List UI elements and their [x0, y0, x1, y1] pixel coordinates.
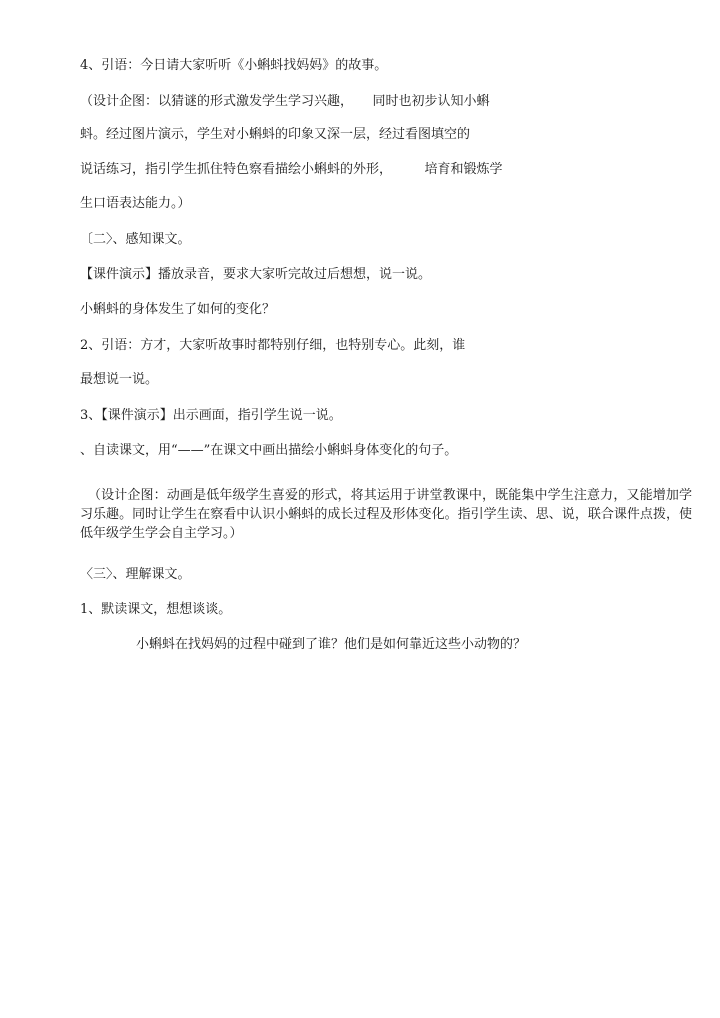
text-line-design-3: 说话练习，指引学生抓住特色察看描绘小蝌蚪的外形， 培育和锻炼学 — [80, 162, 503, 177]
text-line-design-1: （设计企图：以猜谜的形式激发学生学习兴趣， 同时也初步认知小蝌 — [80, 94, 490, 109]
text-line-courseware-1: 【课件演示】播放录音，要求大家听完故过后想想，说一说。 — [80, 267, 432, 282]
text-line-question-1: 小蝌蚪的身体发生了如何的变化？ — [80, 302, 276, 317]
text-line-intro-2b: 最想说一说。 — [80, 372, 159, 387]
text-line-courseware-3: 3、【课件演示】出示画面，指引学生说一说。 — [80, 408, 342, 423]
text-line-design-4: 生口语表达能力。） — [80, 196, 191, 211]
text-paragraph-design-2: （设计企图：动画是低年级学生喜爱的形式，将其运用于讲堂教课中，既能集中学生注意力，又能增加学习乐趣。同时让学生在察看中认识小蝌蚪的成长过程及形体变化。指引学生读、思、说，联合课件点拨，使低年级学生学会自主学习。） — [80, 488, 692, 541]
section-heading-three: 〈三〉、理解课文。 — [80, 567, 191, 582]
text-line-question-2: 小蝌蚪在找妈妈的过程中碰到了谁？他们是如何靠近这些小动物的？ — [136, 637, 527, 652]
section-heading-two: 〔二〉、感知课文。 — [80, 232, 191, 247]
text-line-intro-2a: 2、引语：方才，大家听故事时都特别仔细，也特别专心。此刻，谁 — [80, 338, 466, 353]
text-line-silent-reading: 1、默读课文，想想谈谈。 — [80, 602, 232, 617]
text-line-design-2: 蚪。经过图片演示，学生对小蝌蚪的印象又深一层，经过看图填空的 — [80, 127, 471, 142]
text-line-intro-4: 4、引语：今日请大家听听《小蝌蚪找妈妈》的故事。 — [80, 58, 388, 73]
text-line-self-reading: 、自读课文，用“——”在课文中画出描绘小蝌蚪身体变化的句子。 — [80, 443, 458, 458]
